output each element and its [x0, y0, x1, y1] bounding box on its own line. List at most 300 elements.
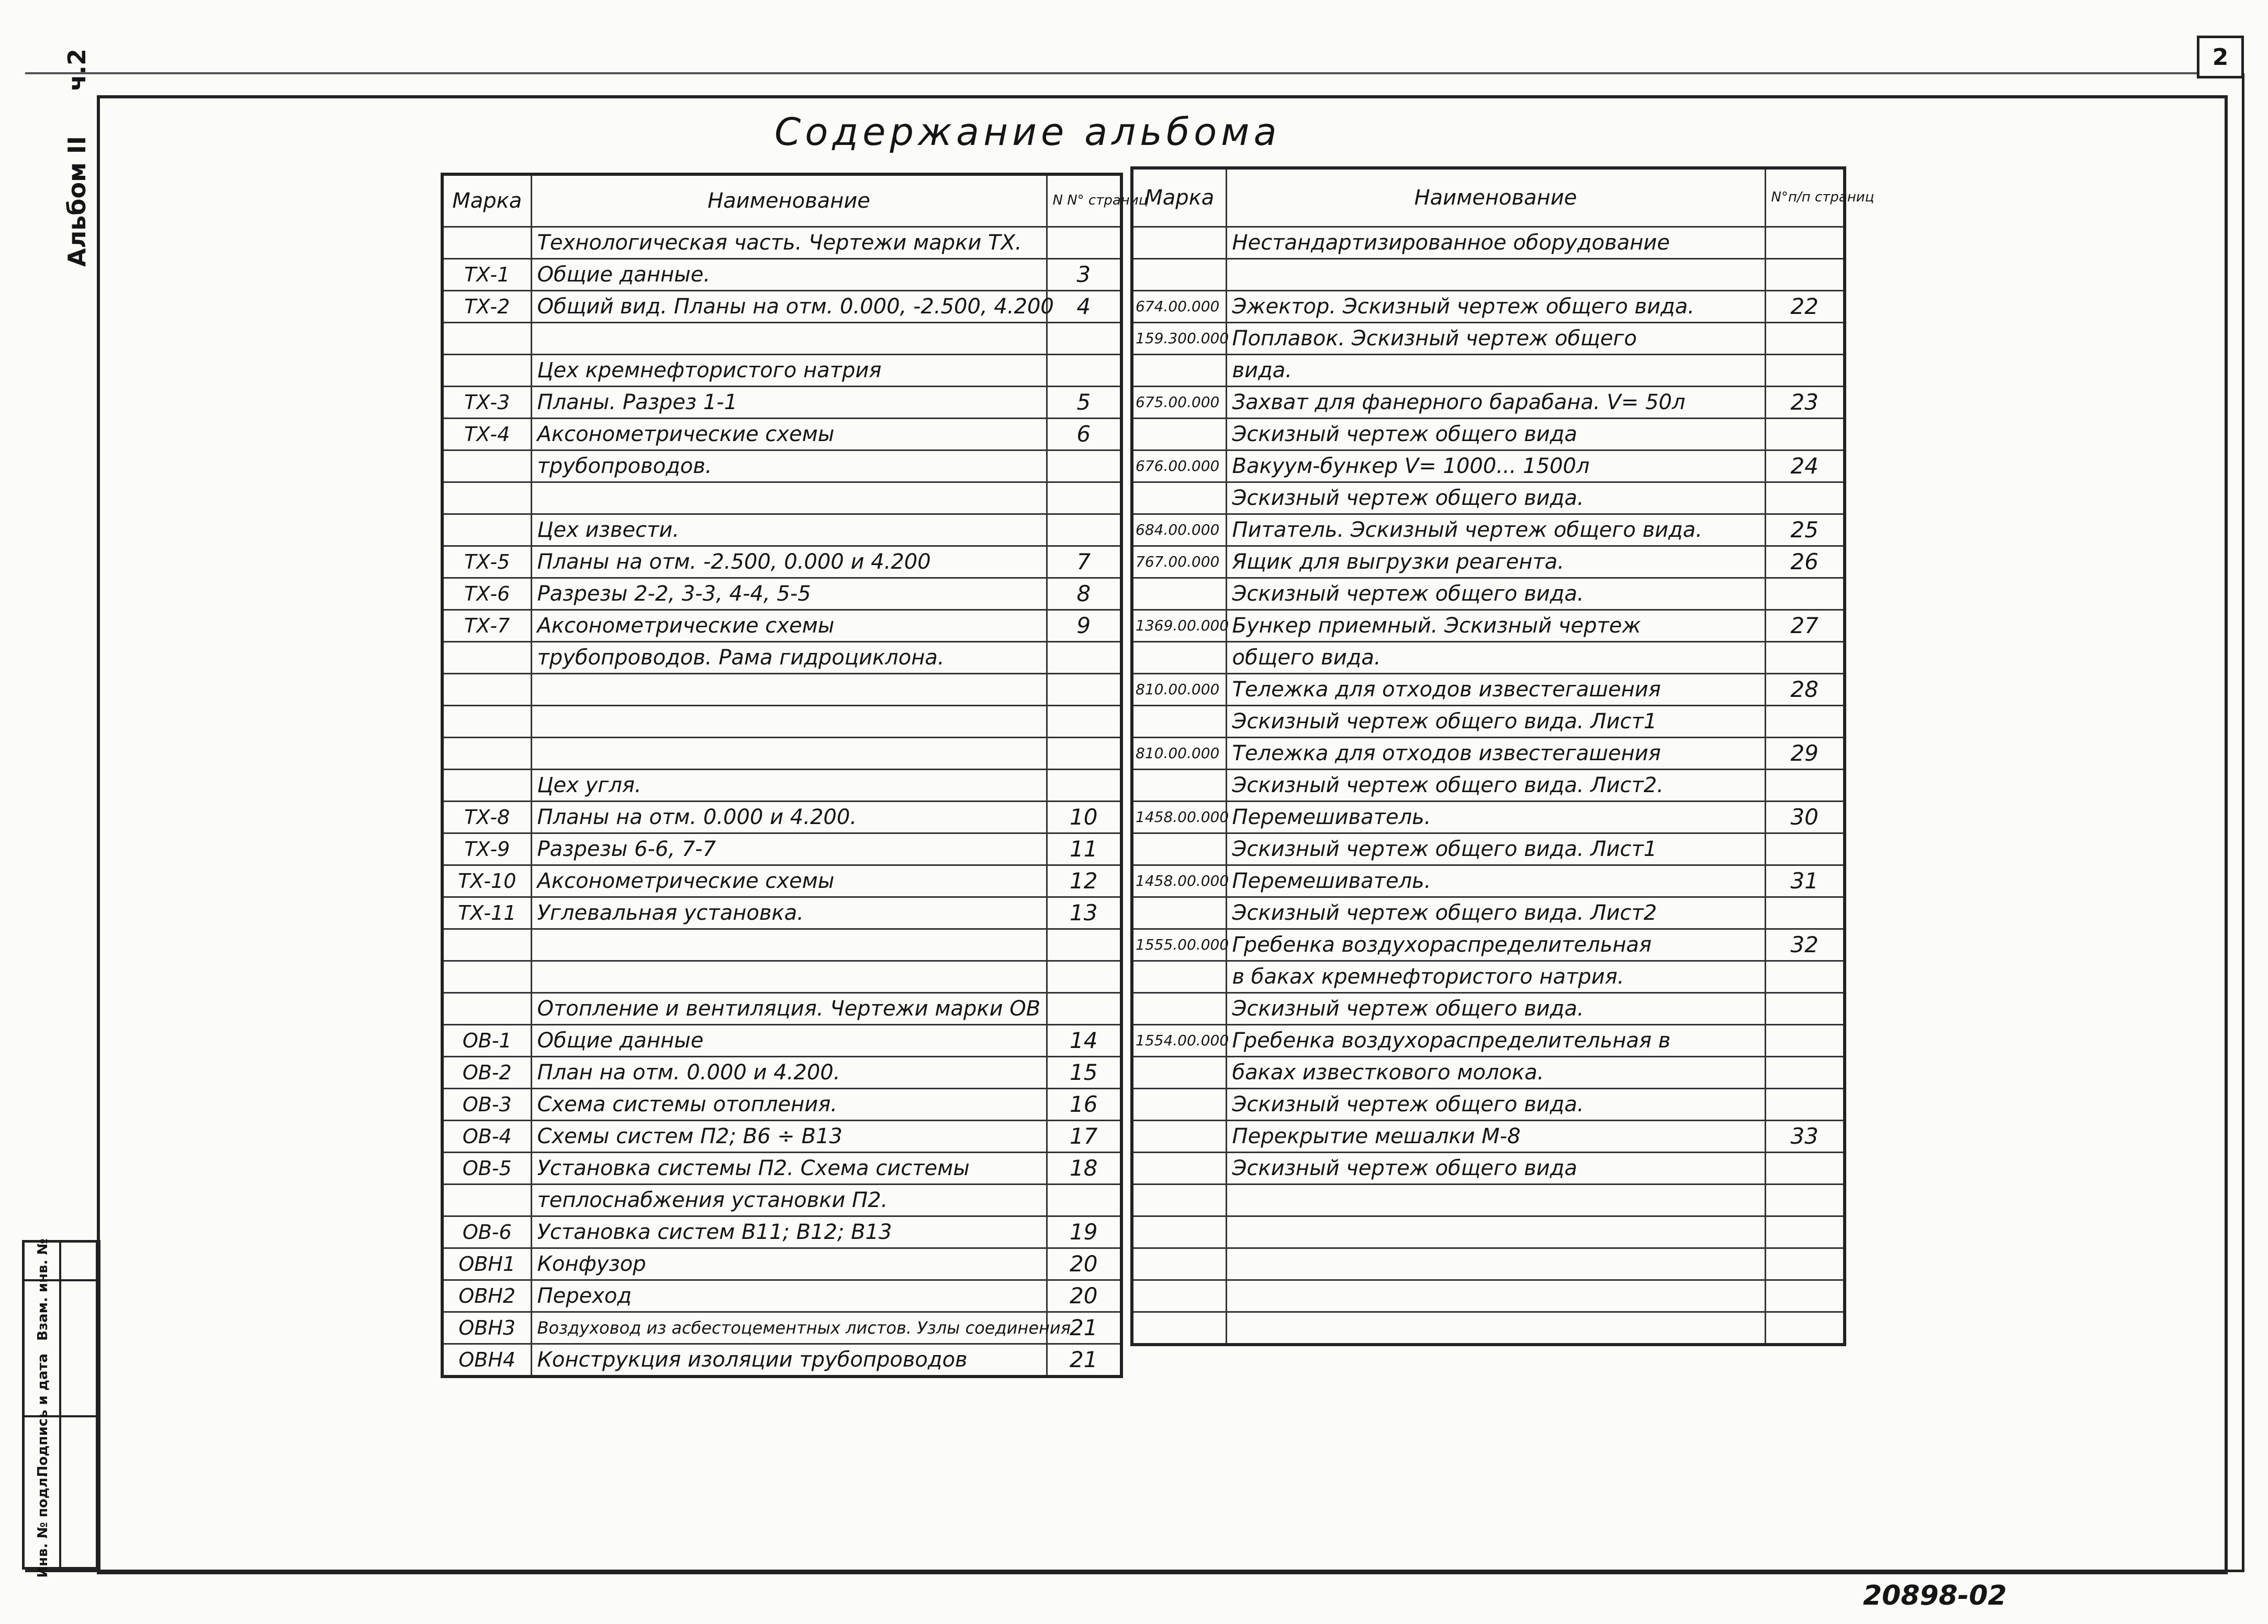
cell-page — [1765, 833, 1845, 865]
cell-name: Эскизный чертеж общего вида. — [1226, 578, 1765, 610]
cell-page: 20 — [1047, 1280, 1121, 1312]
table-row — [442, 801, 1121, 833]
cell-page — [1047, 450, 1121, 482]
table-row — [1132, 610, 1845, 641]
cell-page — [1047, 514, 1121, 546]
cell-page: 12 — [1047, 865, 1121, 897]
contents-table-right — [1130, 166, 1874, 1346]
cell-name: Аксонометрические схемы — [531, 418, 1047, 450]
cell-code — [442, 737, 531, 769]
cell-name: Эскизный чертеж общего вида. Лист1 — [1226, 833, 1765, 865]
cell-name: трубопроводов. Рама гидроциклона. — [531, 641, 1047, 673]
cell-name: баках известкового молока. — [1226, 1056, 1765, 1088]
contents-table-left — [441, 173, 1148, 1378]
cell-page: 10 — [1047, 801, 1121, 833]
cell-code: ТХ-9 — [442, 833, 531, 865]
cell-code — [442, 641, 531, 673]
cell-page: 15 — [1047, 1056, 1121, 1088]
album-label: Альбом II — [63, 136, 91, 267]
cell-name: Цех угля. — [531, 769, 1047, 801]
cell-code — [1132, 705, 1226, 737]
cell-name: Цех извести. — [531, 514, 1047, 546]
cell-page: 21 — [1047, 1312, 1121, 1344]
cell-name: Перекрытие мешалки М-8 — [1226, 1120, 1765, 1152]
cell-page: 23 — [1765, 386, 1845, 418]
cell-page — [1765, 1248, 1845, 1280]
cell-page — [1765, 1152, 1845, 1184]
table-row — [1132, 897, 1845, 929]
cell-page — [1765, 258, 1845, 290]
part-label: ч.2 — [63, 48, 91, 92]
table-row — [442, 354, 1121, 386]
cell-code: ОВН2 — [442, 1280, 531, 1312]
table-row — [442, 514, 1121, 546]
cell-name: Отопление и вентиляция. Чертежи марки ОВ — [531, 993, 1047, 1024]
cell-page: 22 — [1765, 290, 1845, 322]
table-row — [442, 993, 1121, 1024]
cell-page: 20 — [1047, 1248, 1121, 1280]
table-row — [1132, 705, 1845, 737]
table-row — [1132, 578, 1845, 610]
cell-code: ОВ-4 — [442, 1120, 531, 1152]
cell-code: ОВ-1 — [442, 1024, 531, 1056]
cell-name: Питатель. Эскизный чертеж общего вида. — [1226, 514, 1765, 546]
cell-name: План на отм. 0.000 и 4.200. — [531, 1056, 1047, 1088]
table-row — [1132, 1152, 1845, 1184]
cell-code: 1554.00.000 — [1132, 1024, 1226, 1056]
cell-page: 16 — [1047, 1088, 1121, 1120]
cell-page: 26 — [1765, 546, 1845, 578]
cell-code — [1132, 418, 1226, 450]
table-row — [1132, 227, 1845, 258]
table-row — [1132, 418, 1845, 450]
cell-code — [1132, 1152, 1226, 1184]
cell-page: 28 — [1765, 673, 1845, 705]
cell-code: ОВН3 — [442, 1312, 531, 1344]
table-row — [442, 1248, 1121, 1280]
cell-name: Воздуховод из асбестоцементных листов. Узлы соединения — [531, 1312, 1047, 1344]
table-row — [442, 897, 1121, 929]
cell-name: Ящик для выгрузки реагента. — [1226, 546, 1765, 578]
cell-code: 810.00.000 — [1132, 673, 1226, 705]
cell-name — [1226, 1280, 1765, 1312]
cell-name — [531, 961, 1047, 993]
approval-stamp — [22, 1238, 100, 1578]
cell-name: Аксонометрические схемы — [531, 865, 1047, 897]
cell-page: 19 — [1047, 1216, 1121, 1248]
cell-code — [442, 514, 531, 546]
cell-code: ТХ-4 — [442, 418, 531, 450]
cell-name: Общие данные — [531, 1024, 1047, 1056]
table-row — [442, 227, 1121, 258]
cell-page — [1047, 929, 1121, 961]
table-row — [442, 1312, 1121, 1344]
cell-name: Планы. Разрез 1-1 — [531, 386, 1047, 418]
cell-name: Аксонометрические схемы — [531, 610, 1047, 641]
cell-name: Поплавок. Эскизный чертеж общего — [1226, 322, 1765, 354]
table-row — [1132, 961, 1845, 993]
table-row — [442, 737, 1121, 769]
cell-code: ТХ-11 — [442, 897, 531, 929]
cell-code: ОВ-2 — [442, 1056, 531, 1088]
cell-page — [1047, 961, 1121, 993]
cell-code — [1132, 1248, 1226, 1280]
cell-page — [1765, 705, 1845, 737]
table-row — [1132, 386, 1845, 418]
table-row — [442, 418, 1121, 450]
cell-name: Установка систем В11; В12; В13 — [531, 1216, 1047, 1248]
table-row — [1132, 1248, 1845, 1280]
cell-name: Эскизный чертеж общего вида. — [1226, 1088, 1765, 1120]
table-row — [1132, 482, 1845, 514]
cell-name: Общий вид. Планы на отм. 0.000, -2.500, 4.200 — [531, 290, 1047, 322]
cell-page — [1765, 769, 1845, 801]
cell-code — [1132, 482, 1226, 514]
cell-code: ОВН1 — [442, 1248, 531, 1280]
cell-code: ОВ-5 — [442, 1152, 531, 1184]
cell-name: Планы на отм. 0.000 и 4.200. — [531, 801, 1047, 833]
stamp-signature-label: Подпись и дата — [35, 1353, 51, 1478]
table-row — [442, 1152, 1121, 1184]
left-table-body — [442, 227, 1121, 1377]
table-row — [1132, 354, 1845, 386]
table-row — [1132, 1088, 1845, 1120]
cell-code: 767.00.000 — [1132, 546, 1226, 578]
column-header-code: Марка — [442, 174, 531, 227]
cell-name: Перемешиватель. — [1226, 801, 1765, 833]
cell-code — [1132, 227, 1226, 258]
cell-name — [1226, 1184, 1765, 1216]
cell-code — [1132, 578, 1226, 610]
column-header-name: Наименование — [531, 174, 1047, 227]
cell-page: 29 — [1765, 737, 1845, 769]
cell-page — [1047, 673, 1121, 705]
cell-page — [1765, 482, 1845, 514]
cell-name: в баках кремнефтористого натрия. — [1226, 961, 1765, 993]
cell-name: Технологическая часть. Чертежи марки ТХ. — [531, 227, 1047, 258]
cell-code — [1132, 1184, 1226, 1216]
cell-page — [1765, 1216, 1845, 1248]
cell-name — [531, 322, 1047, 354]
cell-code — [442, 1184, 531, 1216]
table-row — [1132, 1184, 1845, 1216]
cell-name: вида. — [1226, 354, 1765, 386]
cell-name: Разрезы 2-2, 3-3, 4-4, 5-5 — [531, 578, 1047, 610]
cell-name — [531, 737, 1047, 769]
cell-page — [1047, 322, 1121, 354]
cell-code — [1132, 993, 1226, 1024]
table-row — [442, 1024, 1121, 1056]
column-header-code: Марка — [1132, 168, 1226, 227]
cell-code: 810.00.000 — [1132, 737, 1226, 769]
table-row — [1132, 673, 1845, 705]
table-row — [1132, 1312, 1845, 1345]
table-row — [1132, 641, 1845, 673]
table-row — [442, 322, 1121, 354]
table-row — [1132, 1056, 1845, 1088]
table-row — [442, 258, 1121, 290]
cell-page — [1047, 354, 1121, 386]
cell-name — [1226, 1312, 1765, 1345]
cell-name — [531, 673, 1047, 705]
cell-code: ТХ-5 — [442, 546, 531, 578]
cell-page: 24 — [1765, 450, 1845, 482]
cell-name — [1226, 1248, 1765, 1280]
cell-page: 6 — [1047, 418, 1121, 450]
table-row — [1132, 1024, 1845, 1056]
right-table-body — [1132, 227, 1845, 1345]
album-side-label — [63, 12, 91, 267]
table-row — [442, 1184, 1121, 1216]
table-row — [1132, 450, 1845, 482]
table-row — [442, 482, 1121, 514]
cell-code — [1132, 258, 1226, 290]
table-row — [1132, 514, 1845, 546]
table-row — [1132, 290, 1845, 322]
cell-page: 17 — [1047, 1120, 1121, 1152]
cell-page: 30 — [1765, 801, 1845, 833]
cell-code: 684.00.000 — [1132, 514, 1226, 546]
column-header-page: N N° страниц — [1047, 174, 1121, 227]
cell-page: 18 — [1047, 1152, 1121, 1184]
cell-page: 32 — [1765, 929, 1845, 961]
table-row — [1132, 1120, 1845, 1152]
cell-code — [1132, 354, 1226, 386]
cell-code: 674.00.000 — [1132, 290, 1226, 322]
cell-name: Общие данные. — [531, 258, 1047, 290]
page-title: Содержание альбома — [774, 110, 1281, 154]
cell-code: ТХ-1 — [442, 258, 531, 290]
table-row — [442, 1088, 1121, 1120]
cell-page: 33 — [1765, 1120, 1845, 1152]
table-row — [442, 290, 1121, 322]
cell-page — [1765, 418, 1845, 450]
table-row — [1132, 929, 1845, 961]
cell-page — [1765, 1184, 1845, 1216]
cell-page: 31 — [1765, 865, 1845, 897]
column-header-name: Наименование — [1226, 168, 1765, 227]
cell-page — [1765, 1088, 1845, 1120]
cell-code: ОВ-3 — [442, 1088, 531, 1120]
cell-code: 1458.00.000 — [1132, 801, 1226, 833]
cell-page — [1047, 769, 1121, 801]
cell-code — [442, 354, 531, 386]
table-row — [442, 929, 1121, 961]
cell-name: Цех кремнефтористого натрия — [531, 354, 1047, 386]
cell-name: общего вида. — [1226, 641, 1765, 673]
cell-page: 3 — [1047, 258, 1121, 290]
cell-page — [1047, 705, 1121, 737]
cell-name: Схемы систем П2; В6 ÷ В13 — [531, 1120, 1047, 1152]
cell-name: Переход — [531, 1280, 1047, 1312]
table-row — [1132, 1280, 1845, 1312]
cell-page — [1765, 227, 1845, 258]
table-row — [442, 1120, 1121, 1152]
cell-name — [1226, 258, 1765, 290]
cell-page — [1047, 641, 1121, 673]
cell-name: Эскизный чертеж общего вида. — [1226, 482, 1765, 514]
cell-name: теплоснабжения установки П2. — [531, 1184, 1047, 1216]
table-row — [442, 578, 1121, 610]
cell-name: Эскизный чертеж общего вида — [1226, 1152, 1765, 1184]
table-row — [442, 833, 1121, 865]
cell-name: Эскизный чертеж общего вида. Лист2. — [1226, 769, 1765, 801]
table-row — [442, 1056, 1121, 1088]
table-row — [1132, 258, 1845, 290]
cell-name: Тележка для отходов известегашения — [1226, 737, 1765, 769]
cell-code — [1132, 641, 1226, 673]
cell-page — [1765, 1024, 1845, 1056]
cell-name: Бункер приемный. Эскизный чертеж — [1226, 610, 1765, 641]
cell-page — [1765, 1056, 1845, 1088]
cell-page — [1047, 993, 1121, 1024]
table-row — [1132, 833, 1845, 865]
cell-name: Перемешиватель. — [1226, 865, 1765, 897]
table-row — [442, 1344, 1121, 1377]
table-row — [442, 673, 1121, 705]
stamp-column — [61, 1243, 98, 1567]
cell-code: ТХ-7 — [442, 610, 531, 641]
cell-page — [1047, 227, 1121, 258]
cell-code: 675.00.000 — [1132, 386, 1226, 418]
table-row — [442, 961, 1121, 993]
cell-page — [1047, 1184, 1121, 1216]
cell-code — [442, 482, 531, 514]
table-row — [1132, 1216, 1845, 1248]
cell-page — [1765, 897, 1845, 929]
cell-name: Захват для фанерного барабана. V= 50л — [1226, 386, 1765, 418]
cell-name: Планы на отм. -2.500, 0.000 и 4.200 — [531, 546, 1047, 578]
cell-code: ТХ-3 — [442, 386, 531, 418]
cell-name: трубопроводов. — [531, 450, 1047, 482]
table-row — [442, 1216, 1121, 1248]
cell-page — [1765, 354, 1845, 386]
cell-code — [1132, 1056, 1226, 1088]
table-row — [442, 610, 1121, 641]
cell-name: Эскизный чертеж общего вида — [1226, 418, 1765, 450]
cell-page — [1765, 641, 1845, 673]
cell-name: Вакуум-бункер V= 1000... 1500л — [1226, 450, 1765, 482]
cell-page — [1765, 961, 1845, 993]
cell-code: 676.00.000 — [1132, 450, 1226, 482]
cell-name: Эжектор. Эскизный чертеж общего вида. — [1226, 290, 1765, 322]
table-row — [1132, 801, 1845, 833]
document-code: 20898-02 — [1863, 1580, 2007, 1611]
cell-code — [442, 705, 531, 737]
table-row — [442, 769, 1121, 801]
cell-page — [1047, 737, 1121, 769]
cell-name: Углевальная установка. — [531, 897, 1047, 929]
cell-name: Эскизный чертеж общего вида. Лист2 — [1226, 897, 1765, 929]
cell-name: Нестандартизированное оборудование — [1226, 227, 1765, 258]
cell-code: 1458.00.000 — [1132, 865, 1226, 897]
cell-code — [1132, 1088, 1226, 1120]
cell-page: 25 — [1765, 514, 1845, 546]
cell-code — [1132, 961, 1226, 993]
cell-name: Конфузор — [531, 1248, 1047, 1280]
cell-page — [1765, 322, 1845, 354]
cell-code — [442, 929, 531, 961]
table-row — [1132, 993, 1845, 1024]
cell-code: 159.300.000 — [1132, 322, 1226, 354]
cell-page: 5 — [1047, 386, 1121, 418]
cell-page — [1047, 482, 1121, 514]
table-row — [442, 450, 1121, 482]
cell-page — [1765, 993, 1845, 1024]
cell-code — [442, 961, 531, 993]
cell-page: 27 — [1765, 610, 1845, 641]
cell-code: ОВ-6 — [442, 1216, 531, 1248]
cell-code — [1132, 897, 1226, 929]
table-row — [1132, 737, 1845, 769]
cell-code: ТХ-10 — [442, 865, 531, 897]
cell-code — [442, 227, 531, 258]
table-row — [442, 865, 1121, 897]
table-row — [442, 641, 1121, 673]
cell-code: ТХ-6 — [442, 578, 531, 610]
cell-name: Гребенка воздухораспределительная — [1226, 929, 1765, 961]
cell-page: 8 — [1047, 578, 1121, 610]
cell-code — [1132, 1312, 1226, 1345]
cell-name: Конструкция изоляции трубопроводов — [531, 1344, 1047, 1377]
cell-name: Эскизный чертеж общего вида. Лист1 — [1226, 705, 1765, 737]
column-header-page: N°п/п страниц — [1765, 168, 1845, 227]
table-row — [442, 386, 1121, 418]
cell-code — [1132, 1216, 1226, 1248]
cell-name: Гребенка воздухораспределительная в — [1226, 1024, 1765, 1056]
cell-page: 11 — [1047, 833, 1121, 865]
cell-code — [1132, 1120, 1226, 1152]
cell-page: 14 — [1047, 1024, 1121, 1056]
cell-name: Установка системы П2. Схема системы — [531, 1152, 1047, 1184]
cell-page — [1765, 1280, 1845, 1312]
cell-name: Схема системы отопления. — [531, 1088, 1047, 1120]
cell-page: 21 — [1047, 1344, 1121, 1377]
cell-code — [442, 769, 531, 801]
cell-code — [1132, 833, 1226, 865]
cell-code — [442, 322, 531, 354]
cell-page: 9 — [1047, 610, 1121, 641]
cell-page — [1765, 1312, 1845, 1345]
sheet-number: 2 — [2197, 36, 2244, 78]
cell-code: ТХ-8 — [442, 801, 531, 833]
cell-code — [1132, 769, 1226, 801]
cell-code: ТХ-2 — [442, 290, 531, 322]
cell-name — [531, 482, 1047, 514]
cell-code: 1555.00.000 — [1132, 929, 1226, 961]
table-row — [442, 546, 1121, 578]
cell-code — [442, 673, 531, 705]
table-row — [1132, 865, 1845, 897]
table-row — [1132, 769, 1845, 801]
table-row — [442, 705, 1121, 737]
stamp-inventory-label: Инв. № подл. — [35, 1472, 51, 1578]
cell-name — [1226, 1216, 1765, 1248]
cell-code — [1132, 1280, 1226, 1312]
cell-code: ОВН4 — [442, 1344, 531, 1377]
cell-page: 7 — [1047, 546, 1121, 578]
cell-name: Тележка для отходов известегашения — [1226, 673, 1765, 705]
stamp-replacement-label: Взам. инв. № — [35, 1238, 51, 1341]
table-row — [1132, 546, 1845, 578]
cell-page: 13 — [1047, 897, 1121, 929]
table-row — [442, 1280, 1121, 1312]
cell-name — [531, 929, 1047, 961]
cell-page — [1765, 578, 1845, 610]
table-row — [1132, 322, 1845, 354]
cell-name: Разрезы 6-6, 7-7 — [531, 833, 1047, 865]
cell-code: 1369.00.000 — [1132, 610, 1226, 641]
